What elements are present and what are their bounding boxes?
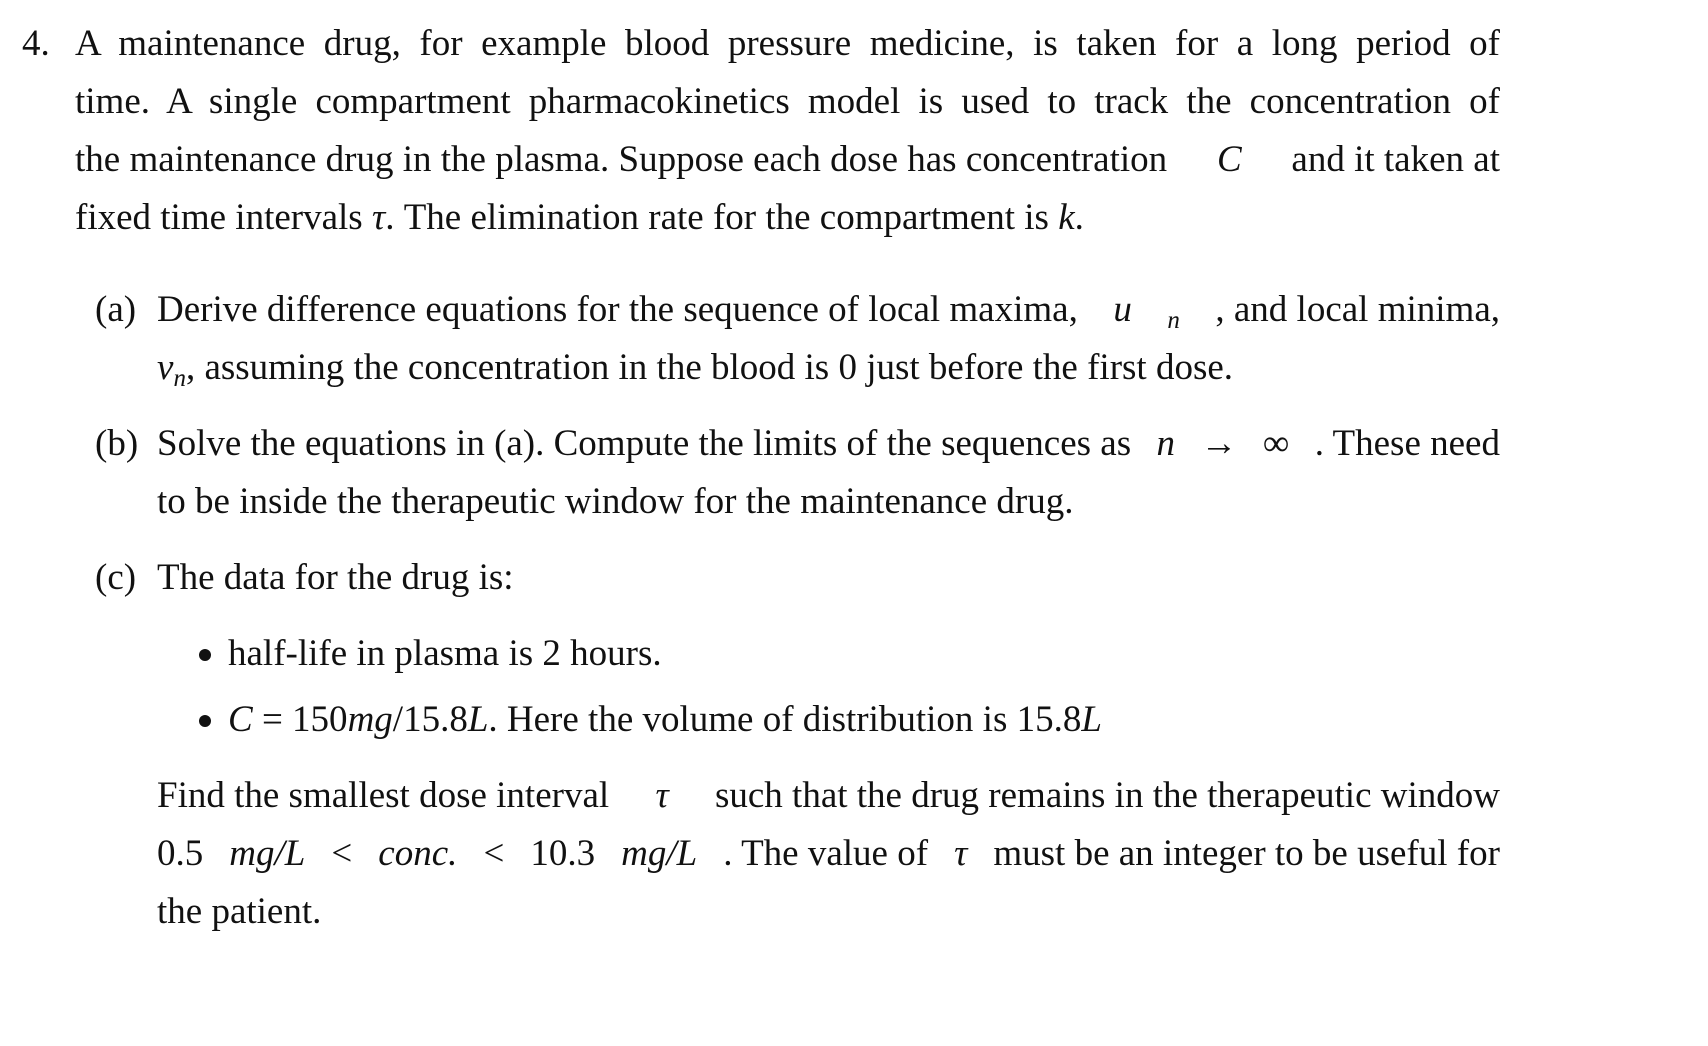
var-v: v	[157, 347, 174, 388]
part-b-line-1-text: Solve the equations in (a). Compute the limits of the sequences as	[157, 423, 1132, 464]
value-10-3: 10.3	[530, 833, 596, 874]
problem-number: 4.	[22, 23, 50, 64]
intro-line-2: time. A single compartment pharmacokinetics model is used to track the concentration of	[75, 81, 1500, 122]
slash-volume: /15.8	[392, 699, 468, 740]
conc-label: conc.	[378, 833, 458, 874]
var-tau: τ	[371, 197, 386, 238]
intro-line-1: A maintenance drug, for example blood pressure medicine, is taken for a long period of	[75, 23, 1500, 64]
var-n: n	[1156, 423, 1176, 464]
equals-150: = 150	[252, 699, 348, 740]
part-b-label: (b)	[95, 423, 139, 464]
bullet-icon	[199, 649, 211, 661]
part-a-line-1	[157, 288, 1500, 336]
bullet-item-1: half-life in plasma is 2 hours.	[228, 633, 662, 674]
find-line-1-text: Find the smallest dose interval	[157, 775, 610, 816]
intro-line-3-text: the maintenance drug in the plasma. Suppose each dose has concentration	[75, 139, 1168, 180]
part-b-line-2: to be inside the therapeutic window for the maintenance drug.	[157, 481, 1074, 522]
intro-line-3	[75, 138, 1500, 182]
part-a-line-1-text: Derive difference equations for the sequence of local maxima,	[157, 289, 1078, 330]
unit-mg-per-l: mg/L	[621, 833, 698, 874]
intro-line-4-text: fixed time intervals	[75, 197, 363, 238]
var-tau: τ	[954, 833, 968, 874]
less-than-symbol: <	[331, 833, 353, 874]
intro-period: .	[1074, 197, 1084, 238]
unit-l: L	[1081, 699, 1102, 740]
part-a-line-1-tail: , and local minima,	[1215, 289, 1500, 330]
value-0-5: 0.5	[157, 833, 204, 874]
find-line-1-tail: such that the drug remains in the therapeutic window	[714, 775, 1500, 816]
find-line-1	[157, 774, 1500, 818]
bullet-item-2	[228, 698, 1102, 742]
intro-line-4-tail: . The elimination rate for the compartment is	[385, 197, 1049, 238]
part-a-line-2-text: , assuming the concentration in the blood is 0 just before the first dose.	[185, 347, 1234, 388]
part-a-label: (a)	[95, 289, 137, 330]
var-tau: τ	[655, 775, 669, 816]
find-line-2-tail: must be an integer to be useful for	[993, 833, 1500, 874]
subscript-n: n	[1167, 307, 1180, 334]
find-line-2-text: . The value of	[723, 833, 929, 874]
unit-mg-per-l: mg/L	[229, 833, 306, 874]
part-b-line-1-tail: . These need	[1314, 423, 1500, 464]
intro-line-3-tail: and it taken at	[1291, 139, 1500, 180]
bullet-2-text: . Here the volume of distribution is 15.8	[488, 699, 1082, 740]
unit-mg: mg	[347, 699, 393, 740]
var-c: C	[1216, 139, 1242, 180]
bullet-icon	[199, 715, 211, 727]
var-k: k	[1058, 197, 1075, 238]
part-c-line-1: The data for the drug is:	[157, 557, 514, 598]
arrow-symbol: →	[1200, 423, 1238, 464]
unit-l: L	[467, 699, 489, 740]
find-line-2	[157, 832, 1500, 876]
infinity-symbol: ∞	[1262, 423, 1290, 464]
intro-line-4	[75, 196, 1084, 240]
subscript-n: n	[173, 365, 186, 392]
part-a-line-2	[157, 346, 1233, 394]
part-c-label: (c)	[95, 557, 137, 598]
part-b-line-1	[157, 422, 1500, 466]
var-c: C	[228, 699, 253, 740]
var-u: u	[1113, 289, 1132, 330]
find-line-3: the patient.	[157, 891, 322, 932]
less-than-symbol: <	[483, 833, 505, 874]
